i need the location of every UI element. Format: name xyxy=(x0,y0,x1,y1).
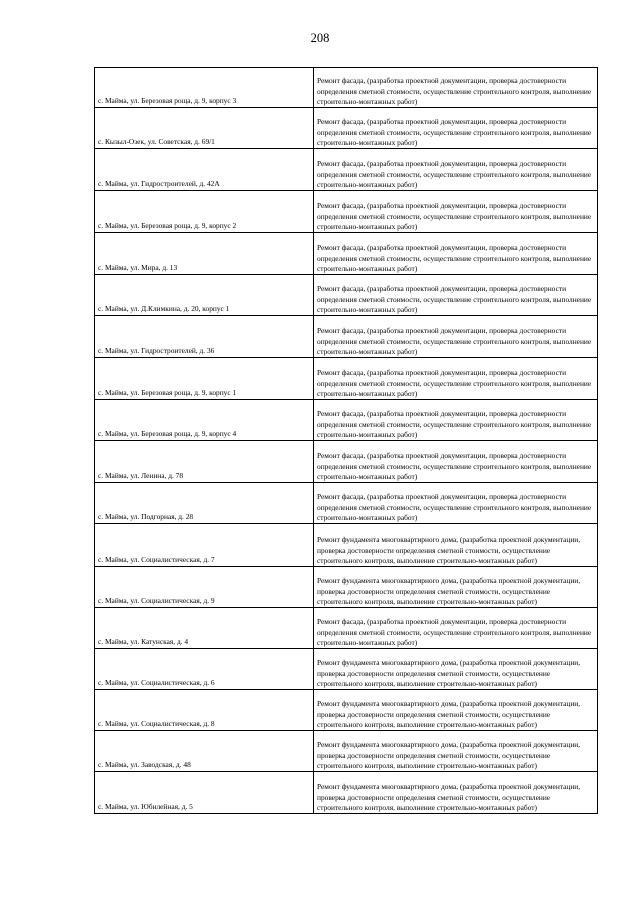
work-description-cell: Ремонт фасада, (разработка проектной документации, проверка достоверности определения сметной стоимости, осуществление строительного контроля, выполнение строительно-монтажных работ) xyxy=(314,108,598,149)
address-cell: с. Майма, ул. Мира, д. 13 xyxy=(95,233,314,275)
work-description-cell: Ремонт фасада, (разработка проектной документации, проверка достоверности определения сметной стоимости, осуществление строительного контроля, выполнение строительно-монтажных работ) xyxy=(314,316,598,358)
work-description-cell: Ремонт фасада, (разработка проектной документации, проверка достоверности определения сметной стоимости, осуществление строительного контроля, выполнение строительно-монтажных работ) xyxy=(314,68,598,108)
table-row xyxy=(95,68,598,108)
work-description-cell: Ремонт фасада, (разработка проектной документации, проверка достоверности определения сметной стоимости, осуществление строительного контроля, выполнение строительно-монтажных работ) xyxy=(314,483,598,524)
page-number: 208 xyxy=(310,31,330,45)
table-row xyxy=(95,690,598,731)
address-cell: с. Майма, ул. Катунская, д. 4 xyxy=(95,608,314,649)
work-description-cell: Ремонт фасада, (разработка проектной документации, проверка достоверности определения сметной стоимости, осуществление строительного контроля, выполнение строительно-монтажных работ) xyxy=(314,400,598,441)
address-cell: с. Майма, ул. Березовая роща, д. 9, корпус 2 xyxy=(95,191,314,233)
table-row xyxy=(95,358,598,400)
table-row xyxy=(95,316,598,358)
table-row xyxy=(95,400,598,441)
address-cell: с. Майма, ул. Социалистическая, д. 9 xyxy=(95,567,314,608)
address-cell: с. Кызыл-Озек, ул. Советская, д. 69/1 xyxy=(95,108,314,149)
repair-works-table xyxy=(94,67,598,814)
address-cell: с. Майма, ул. Березовая роща, д. 9, корпус 3 xyxy=(95,68,314,108)
work-description-cell: Ремонт фундамента многоквартирного дома, (разработка проектной документации, проверка достоверности определения сметной стоимости, осуществление строительного контроля, выполнение строительно-монтажных работ) xyxy=(314,567,598,608)
table-body xyxy=(95,68,598,814)
address-cell: с. Майма, ул. Д.Климкина, д. 20, корпус 1 xyxy=(95,275,314,316)
table-row xyxy=(95,608,598,649)
work-description-cell: Ремонт фасада, (разработка проектной документации, проверка достоверности определения сметной стоимости, осуществление строительного контроля, выполнение строительно-монтажных работ) xyxy=(314,608,598,649)
address-cell: с. Майма, ул. Березовая роща, д. 9, корпус 4 xyxy=(95,400,314,441)
address-cell: с. Майма, ул. Гидростроителей, д. 36 xyxy=(95,316,314,358)
address-cell: с. Майма, ул. Социалистическая, д. 6 xyxy=(95,649,314,690)
work-description-cell: Ремонт фундамента многоквартирного дома, (разработка проектной документации, проверка достоверности определения сметной стоимости, осуществление строительного контроля, выполнение строительно-монтажных работ) xyxy=(314,731,598,772)
work-description-cell: Ремонт фасада, (разработка проектной документации, проверка достоверности определения сметной стоимости, осуществление строительного контроля, выполнение строительно-монтажных работ) xyxy=(314,275,598,316)
address-cell: с. Майма, ул. Гидростроителей, д. 42А xyxy=(95,149,314,191)
table-row xyxy=(95,275,598,316)
address-cell: с. Майма, ул. Социалистическая, д. 7 xyxy=(95,524,314,567)
address-cell: с. Майма, ул. Юбилейная, д. 5 xyxy=(95,772,314,814)
table-row xyxy=(95,772,598,814)
address-cell: с. Майма, ул. Березовая роща, д. 9, корпус 1 xyxy=(95,358,314,400)
table-row xyxy=(95,731,598,772)
table-row xyxy=(95,649,598,690)
work-description-cell: Ремонт фундамента многоквартирного дома, (разработка проектной документации, проверка достоверности определения сметной стоимости, осуществление строительного контроля, выполнение строительно-монтажных работ) xyxy=(314,690,598,731)
table-row xyxy=(95,483,598,524)
address-cell: с. Майма, ул. Ленина, д. 78 xyxy=(95,441,314,483)
table-row xyxy=(95,108,598,149)
table-row xyxy=(95,441,598,483)
table-row xyxy=(95,524,598,567)
work-description-cell: Ремонт фундамента многоквартирного дома, (разработка проектной документации, проверка достоверности определения сметной стоимости, осуществление строительного контроля, выполнение строительно-монтажных работ) xyxy=(314,649,598,690)
table-row xyxy=(95,233,598,275)
work-description-cell: Ремонт фасада, (разработка проектной документации, проверка достоверности определения сметной стоимости, осуществление строительного контроля, выполнение строительно-монтажных работ) xyxy=(314,149,598,191)
work-description-cell: Ремонт фундамента многоквартирного дома, (разработка проектной документации, проверка достоверности определения сметной стоимости, осуществление строительного контроля, выполнение строительно-монтажных работ) xyxy=(314,772,598,814)
address-cell: с. Майма, ул. Подгорная, д. 28 xyxy=(95,483,314,524)
address-cell: с. Майма, ул. Социалистическая, д. 8 xyxy=(95,690,314,731)
work-description-cell: Ремонт фасада, (разработка проектной документации, проверка достоверности определения сметной стоимости, осуществление строительного контроля, выполнение строительно-монтажных работ) xyxy=(314,358,598,400)
work-description-cell: Ремонт фасада, (разработка проектной документации, проверка достоверности определения сметной стоимости, осуществление строительного контроля, выполнение строительно-монтажных работ) xyxy=(314,233,598,275)
table-row xyxy=(95,149,598,191)
address-cell: с. Майма, ул. Заводская, д. 48 xyxy=(95,731,314,772)
work-description-cell: Ремонт фундамента многоквартирного дома, (разработка проектной документации, проверка достоверности определения сметной стоимости, осуществление строительного контроля, выполнение строительно-монтажных работ) xyxy=(314,524,598,567)
table-row xyxy=(95,567,598,608)
work-description-cell: Ремонт фасада, (разработка проектной документации, проверка достоверности определения сметной стоимости, осуществление строительного контроля, выполнение строительно-монтажных работ) xyxy=(314,191,598,233)
work-description-cell: Ремонт фасада, (разработка проектной документации, проверка достоверности определения сметной стоимости, осуществление строительного контроля, выполнение строительно-монтажных работ) xyxy=(314,441,598,483)
table-row xyxy=(95,191,598,233)
